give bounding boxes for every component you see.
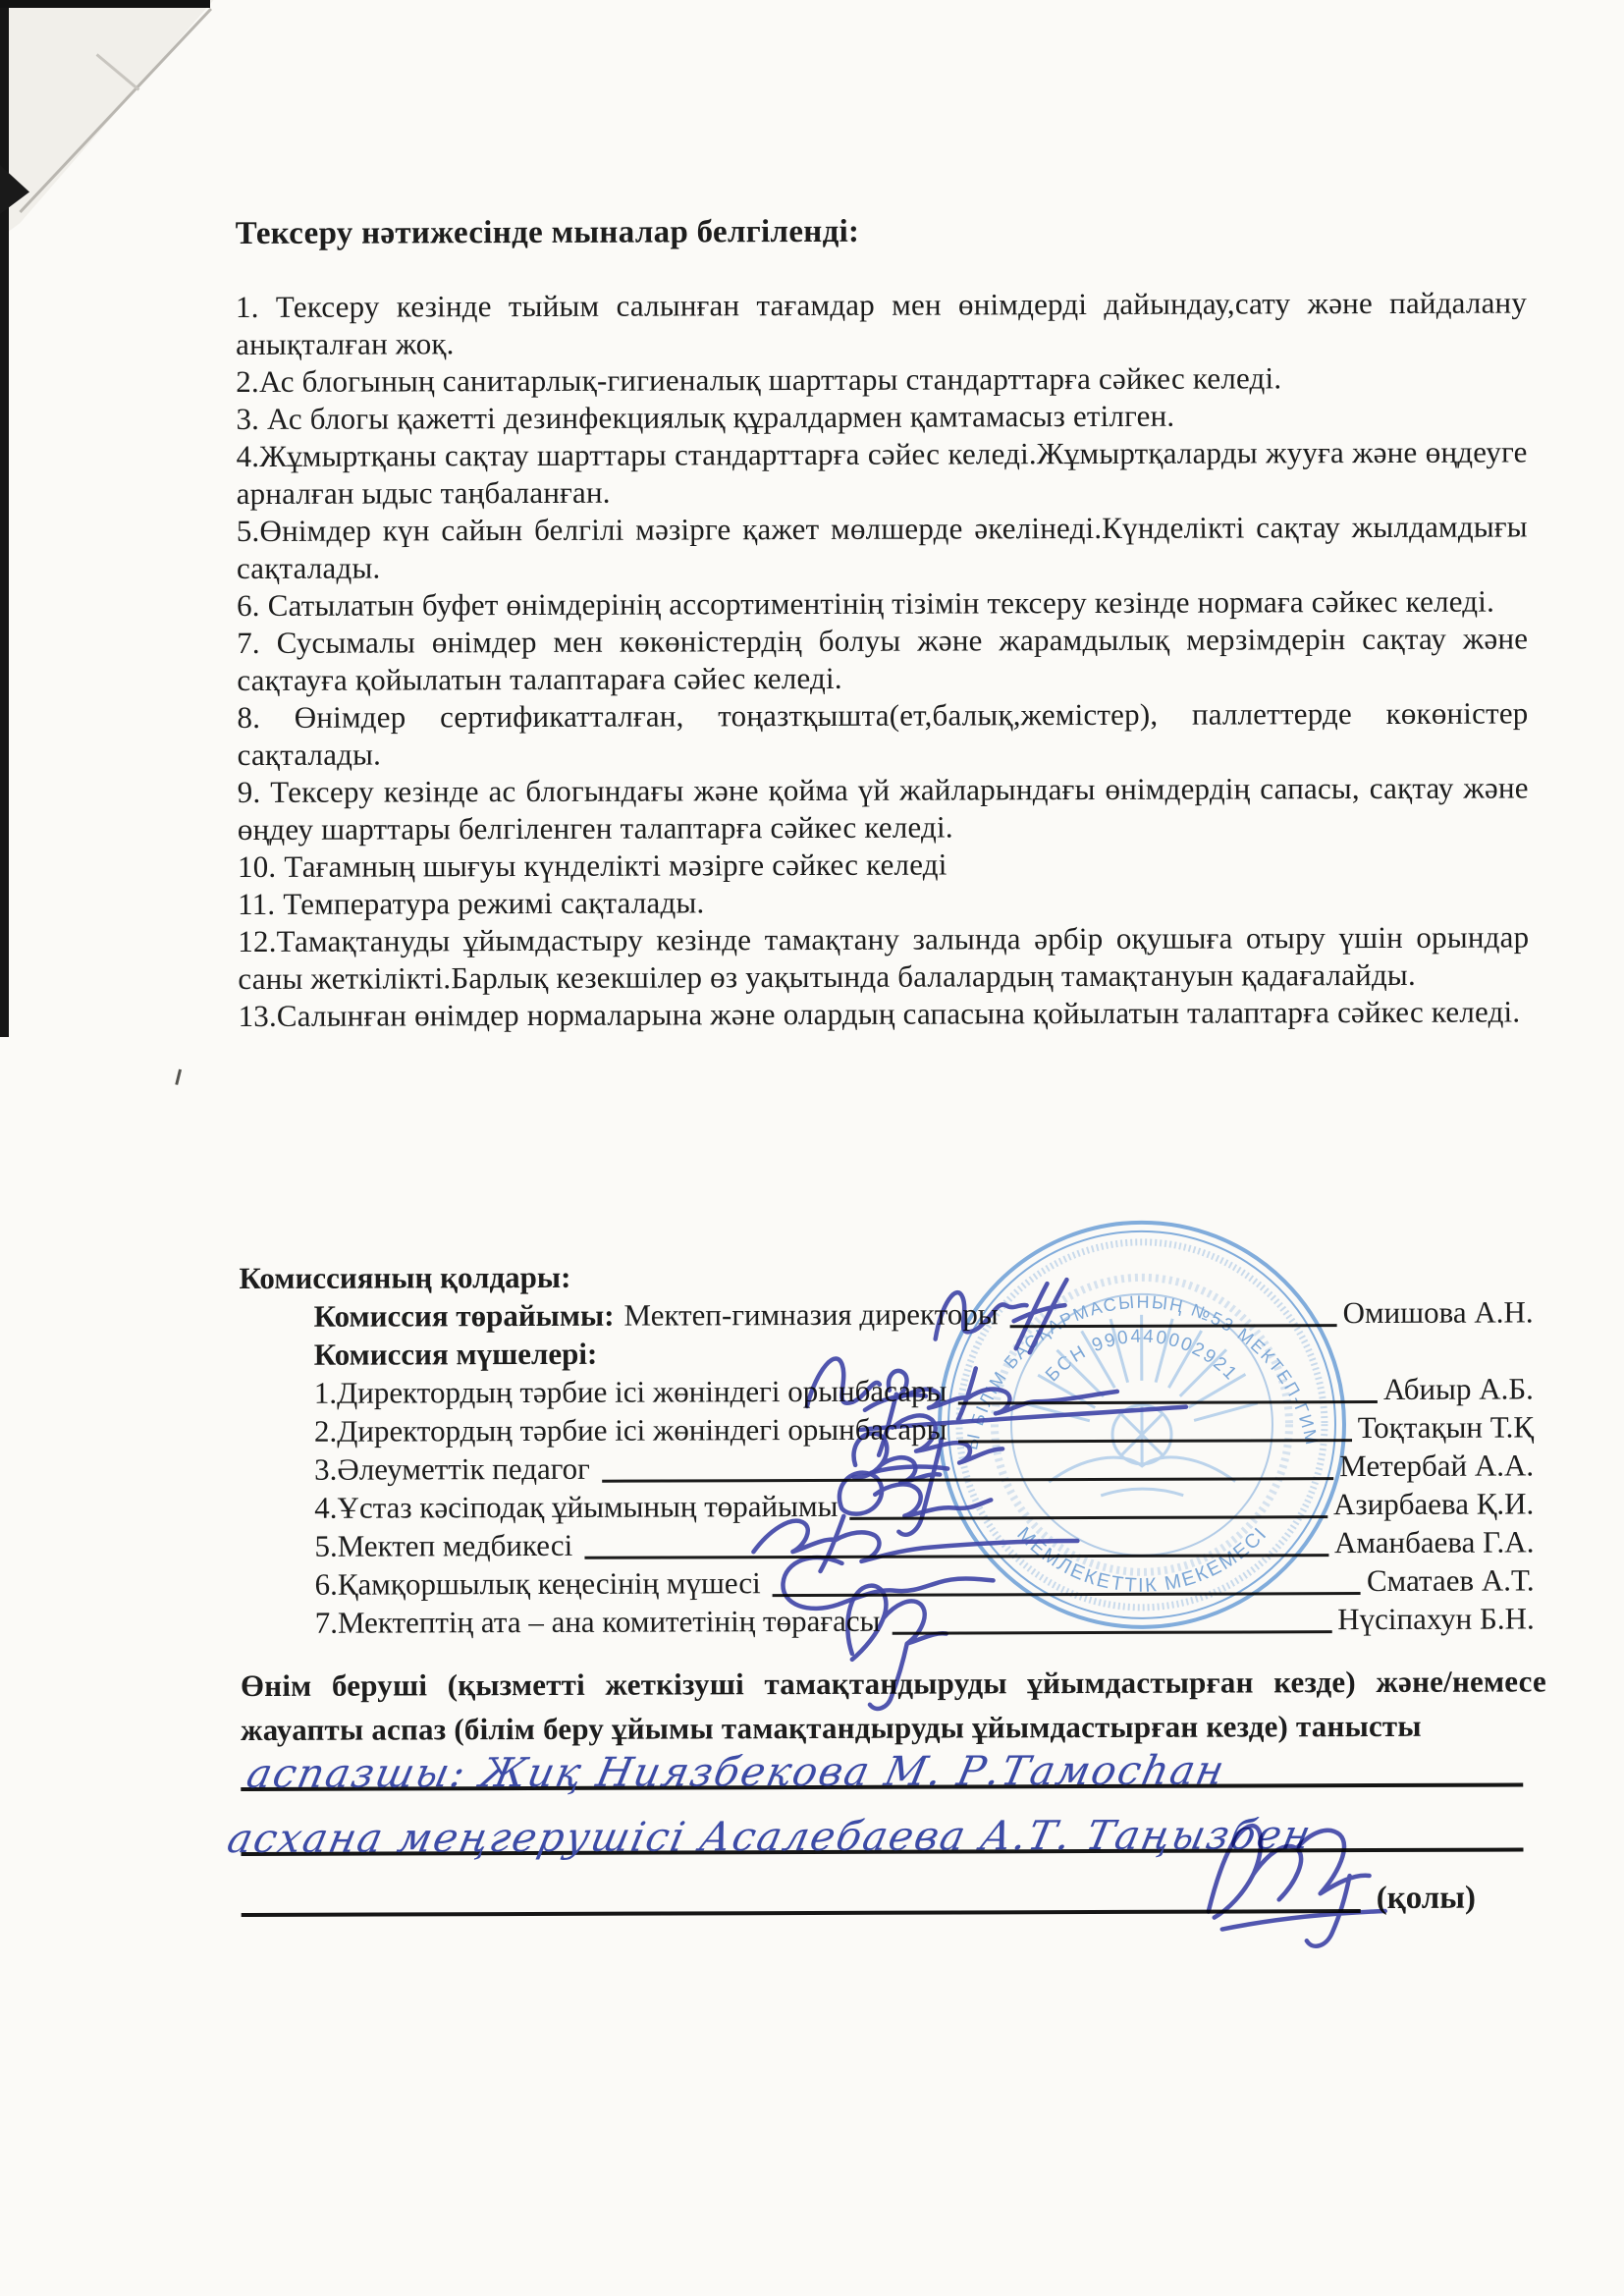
finding-item: 1. Тексеру кезінде тыйым салынған тағамдар мен өнімдерді дайындау,сату және пайдалану анықталған жоқ.	[235, 285, 1528, 362]
signature-line	[959, 1439, 1352, 1443]
handwriting-area	[223, 1723, 1524, 1921]
member-row	[240, 1522, 1534, 1565]
member-label: 2.Директордың тәрбие ісі жөніндегі орынбасары	[313, 1411, 947, 1449]
signature-line	[602, 1477, 1333, 1483]
finding-item: 13.Салынған өнімдер нормаларына және олардың сапасына қойылатын талаптарға сәйкес келеді.	[238, 994, 1521, 1034]
chairman-name: Омишова А.Н.	[1342, 1294, 1534, 1331]
member-row	[240, 1446, 1534, 1489]
finding-item: 9. Тексеру кезінде ас блогындағы және қойма үй жайларындағы өнімдердің сапасы, сақтау және өңдеу шарттары белгіленген талаптарға сәйкес келеді.	[237, 770, 1529, 847]
members-heading: Комиссия мүшелері:	[313, 1336, 598, 1372]
handwriting-line-2: асхана меңгерушісі Асалебаева А.Т. Таңызбен	[223, 1811, 1318, 1863]
signature-line	[958, 1400, 1378, 1404]
member-label: 7.Мектептің ата – ана комитетінің төрағасы	[314, 1603, 881, 1640]
member-label: 4.Ұстаз кәсіподақ ұйымының төрайымы	[314, 1488, 839, 1525]
stamp-bin-text: БСН 990440002921	[1042, 1326, 1242, 1387]
finding-item: 5.Өнімдер күн сайын белгілі мәзірге қажет мөлшерде әкелінеді.Күнделікті сақтау жылдамдығы сақталады.	[236, 509, 1528, 586]
member-row	[240, 1407, 1534, 1450]
member-label: 1.Директордың тәрбие ісі жөніндегі орынбасары	[313, 1373, 947, 1410]
member-label: 6.Қамқоршылық кеңесінің мүшесі	[314, 1565, 761, 1602]
scan-edge-artifact-left	[0, 0, 9, 1037]
member-row	[240, 1484, 1534, 1527]
chairman-role: Мектеп-гимназия директоры	[623, 1296, 999, 1333]
commission-section	[239, 1254, 1534, 1642]
supplier-paragraph: Өнім беруші (қызметті жеткізуші тамақтандыруды ұйымдастырған кезде) және/немесе жауапты аспаз (білім беру ұйымы тамақтандыруды ұйымдастырған кезде) танысты	[240, 1664, 1546, 1748]
handwriting-line-1: аспазшы: Жиқ Ниязбекова М. Р.Тамосһан	[243, 1746, 1230, 1798]
member-name: Тоқтақын Т.Қ	[1357, 1409, 1535, 1446]
member-name: Сматаев А.Т.	[1366, 1562, 1535, 1599]
document-title: Тексеру нәтижесінде мыналар белгіленді:	[235, 213, 860, 252]
finding-item: 6. Сатылатын буфет өнімдерінің ассортиментінің тізімін тексеру кезінде нормаға сәйкес келеді.	[237, 583, 1495, 624]
qoly-label: (қолы)	[1376, 1880, 1477, 1916]
member-name: Нүсіпахун Б.Н.	[1337, 1601, 1535, 1637]
final-signature-row	[242, 1851, 1524, 1921]
finding-item: 8. Өнімдер сертификатталған, тоңазтқышта(ет,балық,жемістер), паллеттерде көкөністер сақталады.	[237, 695, 1529, 773]
finding-item: 2.Ас блогының санитарлық-гигиеналық шарттары стандарттарға сәйкес келеді.	[236, 360, 1282, 400]
commission-heading: Комиссияның қолдары:	[239, 1259, 571, 1296]
member-name: Абиыр А.Б.	[1382, 1371, 1534, 1406]
member-name: Азирбаева Қ.И.	[1332, 1486, 1535, 1522]
finding-item: 12.Тамақтануды ұйымдастыру кезінде тамақтану залында әрбір оқушыға отыру үшін орындар саны жеткілікті.Барлық кезекшілер өз уақытында балалардың тамақтануын қадағалайды.	[238, 919, 1530, 997]
member-name: Аманбаева Г.А.	[1333, 1524, 1535, 1560]
handwriting-row	[223, 1786, 1523, 1863]
signature-line	[773, 1592, 1361, 1597]
finding-item: 11. Температура режимі сақталады.	[238, 885, 705, 922]
member-row	[240, 1560, 1534, 1604]
finding-item: 7. Сусымалы өнімдер мен көкөністердің болуы және жарамдылық мерзімдерін сақтау және сақтауға қойылатын талаптараға сәйес келеді.	[237, 621, 1529, 698]
signature-line	[242, 1909, 1361, 1917]
signature-line	[849, 1515, 1327, 1520]
chairman-label: Комиссия төрайымы:	[313, 1297, 615, 1334]
stamp-bottom-text: МЕМЛЕКЕТТІК МЕКЕМЕСІ	[1012, 1522, 1272, 1597]
chairman-row	[240, 1292, 1534, 1336]
member-row	[241, 1599, 1535, 1642]
stamp-ring-text: ҚАЛАСЫ БІЛІМ БАСҚАРМАСЫНЫҢ №53 МЕКТЕП-ГИМНАЗИЯ	[961, 1291, 1323, 1451]
scan-edge-artifact-top	[0, 0, 210, 8]
finding-item: 10. Тағамның шығуы күнделікті мәзірге сәйкес келеді	[237, 847, 947, 885]
member-name: Метербай А.А.	[1339, 1448, 1535, 1484]
member-label: 5.Мектеп медбикесі	[314, 1527, 573, 1563]
finding-item: 3. Ас блогы қажетті дезинфекциялық құралдармен қамтамасыз етілген.	[236, 398, 1175, 437]
findings-list	[236, 284, 1530, 1035]
signature-line	[584, 1554, 1328, 1559]
handwriting-row	[241, 1723, 1523, 1798]
signature-line	[892, 1630, 1331, 1635]
member-row	[240, 1369, 1534, 1412]
signature-line	[1010, 1324, 1337, 1328]
finding-item: 4.Жұмыртқаны сақтау шарттары стандарттарға сәйес келеді.Жұмыртқаларды жууға және өңдеуге арналған ыдыс таңбаланған.	[236, 434, 1528, 512]
member-label: 3.Әлеуметтік педагог	[314, 1450, 590, 1487]
